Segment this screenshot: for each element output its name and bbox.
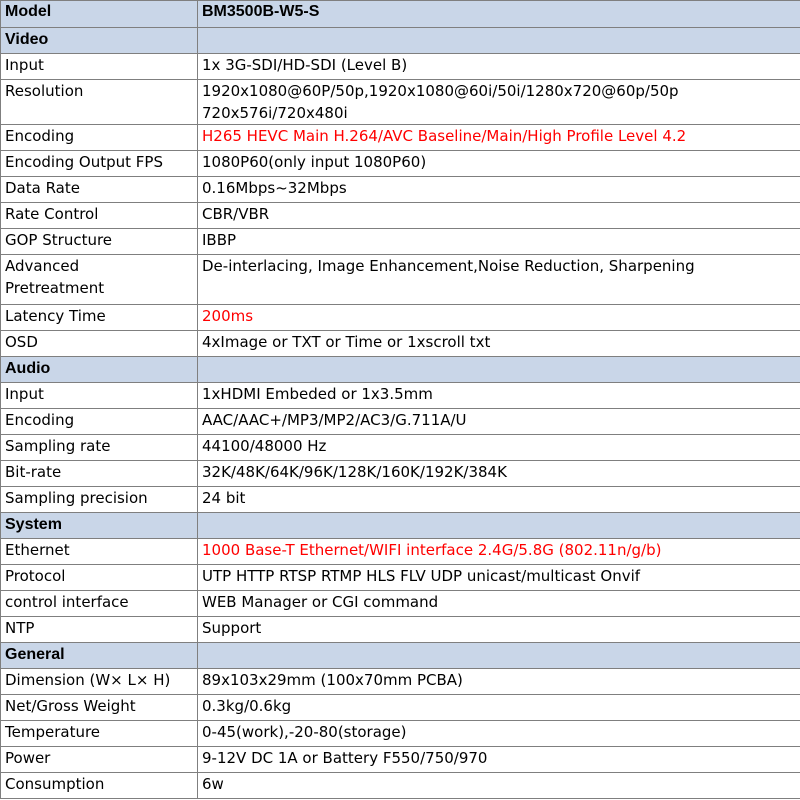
spec-label: Encoding [1, 125, 198, 151]
section-header-blank [198, 357, 800, 383]
section-header-audio [1, 357, 800, 383]
section-header-system [1, 513, 800, 539]
spec-value: 0-45(work),-20-80(storage) [198, 721, 800, 747]
spec-label: Encoding Output FPS [1, 151, 198, 177]
table-row [1, 177, 800, 203]
spec-label: Sampling rate [1, 435, 198, 461]
model-row [1, 1, 800, 28]
table-row [1, 565, 800, 591]
spec-value: 9-12V DC 1A or Battery F550/750/970 [198, 747, 800, 773]
section-header-video [1, 28, 800, 54]
spec-value-highlight: 200ms [198, 305, 800, 331]
spec-value: 4xImage or TXT or Time or 1xscroll txt [198, 331, 800, 357]
spec-value: 24 bit [198, 487, 800, 513]
model-label: Model [1, 1, 198, 28]
spec-label: Ethernet [1, 539, 198, 565]
spec-value: 44100/48000 Hz [198, 435, 800, 461]
table-row [1, 54, 800, 80]
spec-value: 1x 3G-SDI/HD-SDI (Level B) [198, 54, 800, 80]
spec-label: Data Rate [1, 177, 198, 203]
spec-value-highlight: H265 HEVC Main H.264/AVC Baseline/Main/High Profile Level 4.2 [198, 125, 800, 151]
section-header-blank [198, 643, 800, 669]
spec-label: control interface [1, 591, 198, 617]
spec-value: AAC/AAC+/MP3/MP2/AC3/G.711A/U [198, 409, 800, 435]
spec-label: Sampling precision [1, 487, 198, 513]
spec-label: Input [1, 54, 198, 80]
spec-value: 6w [198, 773, 800, 799]
spec-value: UTP HTTP RTSP RTMP HLS FLV UDP unicast/multicast Onvif [198, 565, 800, 591]
table-row [1, 151, 800, 177]
table-row [1, 487, 800, 513]
table-row [1, 125, 800, 151]
spec-label: Latency Time [1, 305, 198, 331]
model-value: BM3500B-W5-S [198, 1, 800, 28]
spec-value-line: 1920x1080@60P/50p,1920x1080@60i/50i/1280x720@60p/50p [202, 82, 679, 100]
table-row [1, 747, 800, 773]
table-row [1, 669, 800, 695]
table-row [1, 80, 800, 125]
spec-label: Net/Gross Weight [1, 695, 198, 721]
section-header-blank [198, 28, 800, 54]
spec-value: 0.16Mbps~32Mbps [198, 177, 800, 203]
section-title-general: General [1, 643, 198, 669]
spec-value-line: 720x576i/720x480i [202, 104, 348, 122]
spec-value: 0.3kg/0.6kg [198, 695, 800, 721]
spec-value [198, 80, 800, 125]
spec-label: GOP Structure [1, 229, 198, 255]
spec-label: Consumption [1, 773, 198, 799]
table-row [1, 409, 800, 435]
spec-label: NTP [1, 617, 198, 643]
spec-value: IBBP [198, 229, 800, 255]
spec-value: Support [198, 617, 800, 643]
spec-label: Resolution [1, 80, 198, 125]
spec-label-line: Pretreatment [5, 279, 105, 297]
table-row [1, 305, 800, 331]
table-row [1, 255, 800, 305]
table-row [1, 539, 800, 565]
table-row [1, 383, 800, 409]
spec-value: 1080P60(only input 1080P60) [198, 151, 800, 177]
section-header-blank [198, 513, 800, 539]
section-title-system: System [1, 513, 198, 539]
section-title-audio: Audio [1, 357, 198, 383]
spec-label: Bit-rate [1, 461, 198, 487]
table-row [1, 461, 800, 487]
spec-label: Rate Control [1, 203, 198, 229]
spec-value: WEB Manager or CGI command [198, 591, 800, 617]
section-title-video: Video [1, 28, 198, 54]
spec-label [1, 255, 198, 305]
table-row [1, 591, 800, 617]
table-row [1, 203, 800, 229]
spec-label: OSD [1, 331, 198, 357]
spec-label-line: Advanced [5, 257, 80, 275]
spec-label: Protocol [1, 565, 198, 591]
spec-label: Encoding [1, 409, 198, 435]
table-row [1, 331, 800, 357]
spec-label: Input [1, 383, 198, 409]
spec-value-highlight: 1000 Base-T Ethernet/WIFI interface 2.4G/5.8G (802.11n/g/b) [198, 539, 800, 565]
table-row [1, 695, 800, 721]
table-row [1, 617, 800, 643]
section-header-general [1, 643, 800, 669]
table-row [1, 229, 800, 255]
spec-value: CBR/VBR [198, 203, 800, 229]
table-row [1, 435, 800, 461]
spec-label: Dimension (W× L× H) [1, 669, 198, 695]
spec-value: 1xHDMI Embeded or 1x3.5mm [198, 383, 800, 409]
spec-label: Power [1, 747, 198, 773]
spec-label: Temperature [1, 721, 198, 747]
spec-value: 89x103x29mm (100x70mm PCBA) [198, 669, 800, 695]
table-row [1, 721, 800, 747]
spec-value: 32K/48K/64K/96K/128K/160K/192K/384K [198, 461, 800, 487]
spec-value: De-interlacing, Image Enhancement,Noise Reduction, Sharpening [198, 255, 800, 305]
table-row [1, 773, 800, 799]
